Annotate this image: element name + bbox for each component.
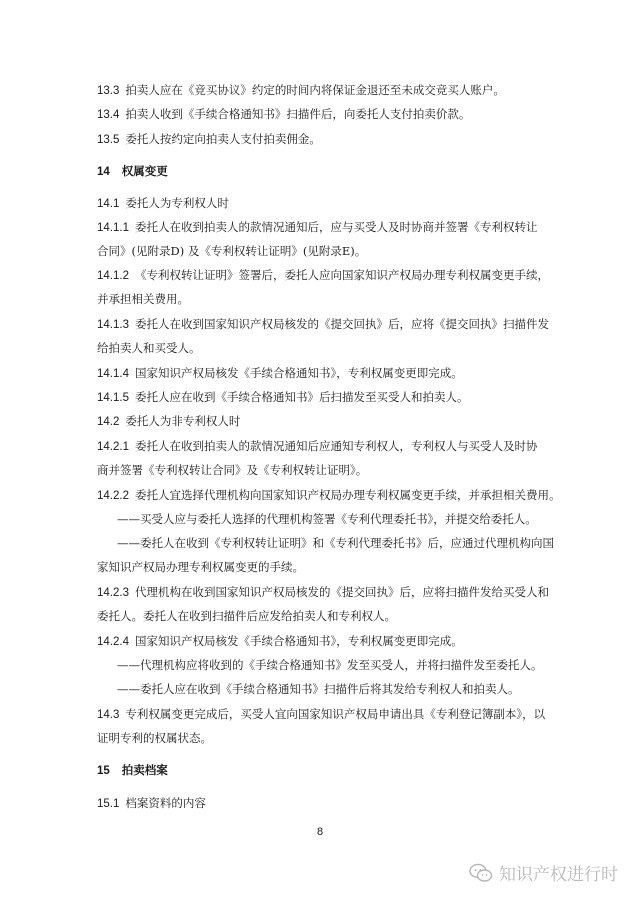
section-14-heading: 14 权属变更 [97,164,168,178]
clause-14-2: 14.2 委托人为非专利权人时 [97,414,241,428]
clause-14-1-1: 14.1.1 委托人在收到拍卖人的款情况通知后，应与买受人及时协商并签署《专利权转让 [97,220,538,234]
page-number: 8 [316,826,324,838]
clause-14-2-1-cont: 商并签署《专利权转让合同》及《专利权转让证明》。 [97,463,368,477]
clause-14-2-3: 14.2.3 代理机构在收到国家知识产权局核发的《提交回执》后，应将扫描件发给买受人和 [97,585,549,599]
clause-14-3-cont: 证明专利的权属状态。 [97,731,212,745]
clause-14-1-5: 14.1.5 委托人应在收到《手续合格通知书》后扫描发至买受人和拍卖人。 [97,390,469,404]
clause-14-2-4: 14.2.4 国家知识产权局核发《手续合格通知书》，专利权属变更即完成。 [97,634,463,648]
clause-13-3: 13.3 拍卖人应在《竞买协议》约定的时间内将保证金退还至未成交竞买人账户。 [97,83,505,97]
clause-14-1-4: 14.1.4 国家知识产权局核发《手续合格通知书》，专利权属变更即完成。 [97,366,463,380]
section-15-heading: 15 拍卖档案 [97,763,168,777]
watermark [469,860,618,885]
clause-14-2-2-dash-2: ——委托人在收到《专利权转让证明》和《专利代理委托书》后，应通过代理机构向国 [117,536,554,550]
clause-14-2-2-dash-1: ——买受人应与委托人选择的代理机构签署《专利代理委托书》，并提交给委托人。 [117,512,537,526]
clause-14-2-2: 14.2.2 委托人宜选择代理机构向国家知识产权局办理专利权属变更手续，并承担相关费用。 [97,488,561,502]
clause-14-1-3-cont: 给拍卖人和买受人。 [97,341,201,355]
clause-14-2-2-dash-2-cont: 家知识产权局办理专利权属变更的手续。 [97,560,304,574]
wechat-icon [469,863,493,883]
clause-13-4: 13.4 拍卖人收到《手续合格通知书》扫描件后，向委托人支付拍卖价款。 [97,107,471,121]
watermark-text: 知识产权进行时 [499,865,618,885]
clause-14-3: 14.3 专利权属变更完成后，买受人宜向国家知识产权局申请出具《专利登记簿副本》，以 [97,707,546,721]
clause-14-2-1: 14.2.1 委托人在收到拍卖人的款情况通知后应通知专利权人，专利权人与买受人及时协 [97,439,538,453]
clause-14-1-2: 14.1.2 《专利权转让证明》签署后，委托人应向国家知识产权局办理专利权属变更手续， [97,268,549,282]
clause-15-1: 15.1 档案资料的内容 [97,796,206,810]
clause-13-5: 13.5 委托人按约定向拍卖人支付拍卖佣金。 [97,132,321,146]
clause-14-2-3-cont: 委托人。委托人在收到扫描件后应发给拍卖人和专利权人。 [97,609,396,623]
clause-14-1-1-cont: 合同》(见附录D) 及《专利权转让证明》(见附录E)。 [97,244,367,258]
clause-14-2-4-dash-2: ——委托人应在收到《手续合格通知书》扫描件后将其发给专利权人和拍卖人。 [117,682,520,696]
clause-14-1: 14.1 委托人为专利权人时 [97,196,229,210]
clause-14-1-2-cont: 并承担相关费用。 [97,292,189,306]
clause-14-1-3: 14.1.3 委托人在收到国家知识产权局核发的《提交回执》后，应将《提交回执》扫描件发 [97,317,549,331]
clause-14-2-4-dash-1: ——代理机构应将收到的《手续合格通知书》发至买受人，并将扫描件发至委托人。 [117,658,543,672]
